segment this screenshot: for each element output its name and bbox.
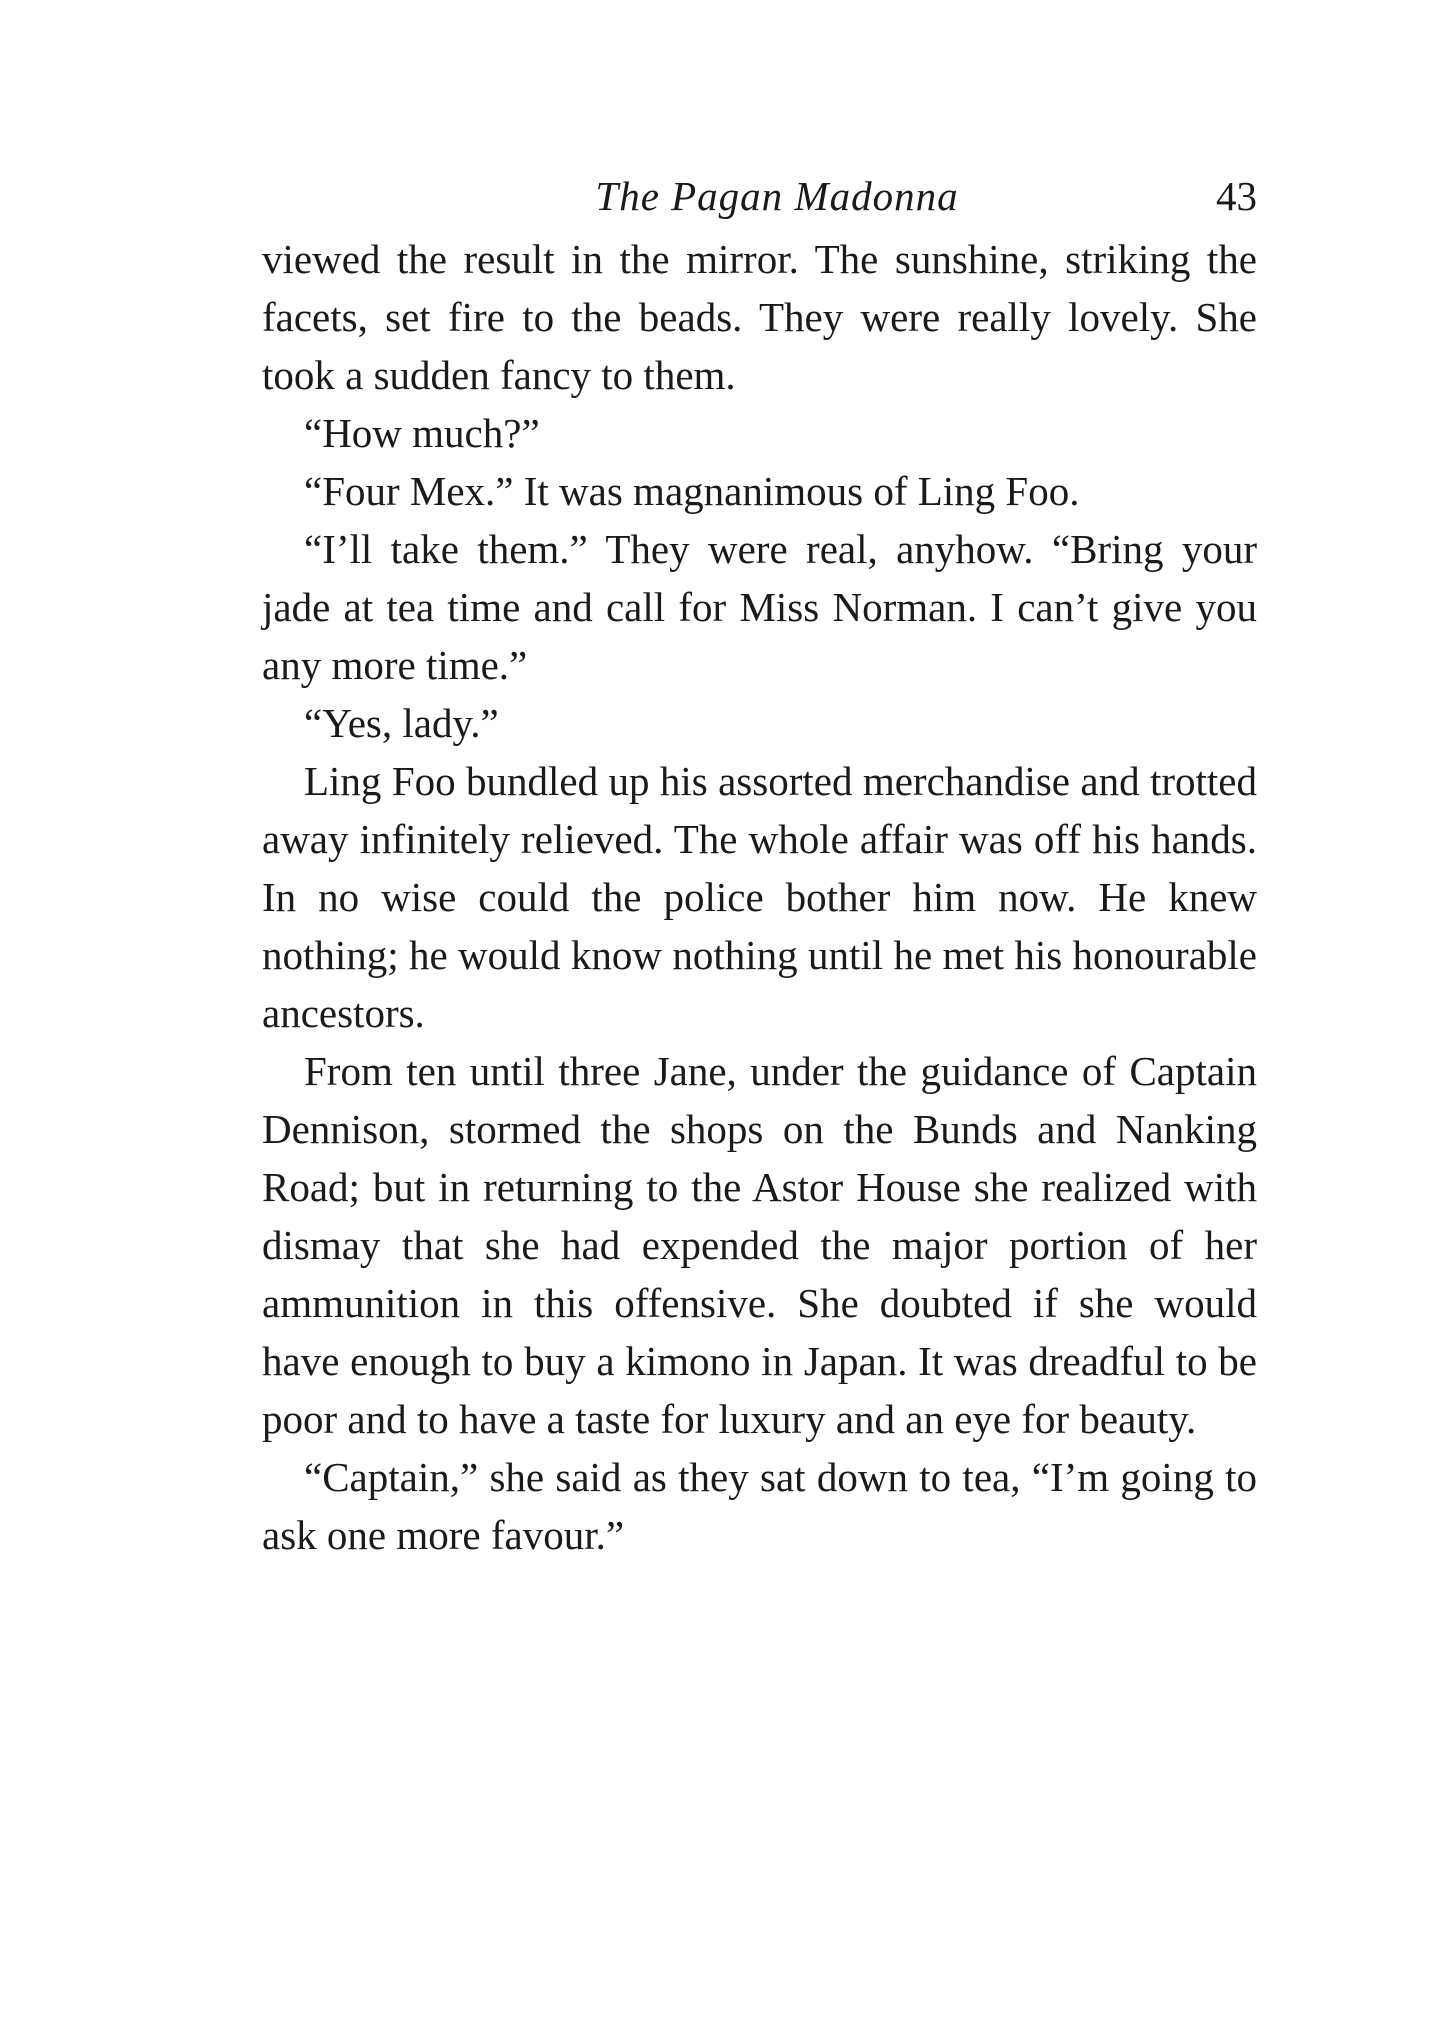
paragraph: “Yes, lady.” <box>304 700 499 746</box>
running-head <box>262 168 1257 224</box>
paragraph: “How much?” <box>304 410 540 456</box>
paragraph: “Four Mex.” It was magnanimous of Ling Foo. <box>304 468 1080 514</box>
running-title: The Pagan Madonna <box>595 173 959 219</box>
book-page <box>262 168 1257 1564</box>
paragraph: “I’ll take them.” They were real, anyhow. “Bring your jade at tea time and call for Miss Norman. I can’t give you any more time.” <box>262 526 1257 688</box>
paragraph: viewed the result in the mirror. The sunshine, striking the facets, set fire to the beads. They were really lovely. She took a sudden fancy to them. <box>262 236 1257 398</box>
paragraph: “Captain,” she said as they sat down to tea, “I’m going to ask one more favour.” <box>262 1454 1257 1558</box>
page-number: 43 <box>1216 173 1257 219</box>
body-text <box>262 230 1257 1564</box>
paragraph: Ling Foo bundled up his assorted merchandise and trotted away infinitely relieved. The whole affair was off his hands. In no wise could the police bother him now. He knew nothing; he would know nothing until he met his honourable ancestors. <box>262 758 1257 1036</box>
paragraph: From ten until three Jane, under the guidance of Captain Dennison, stormed the shops on the Bunds and Nanking Road; but in returning to the Astor House she realized with dismay that she had expended the major portion of her ammunition in this offensive. She doubted if she would have enough to buy a kimono in Japan. It was dreadful to be poor and to have a taste for luxury and an eye for beauty. <box>262 1048 1257 1442</box>
